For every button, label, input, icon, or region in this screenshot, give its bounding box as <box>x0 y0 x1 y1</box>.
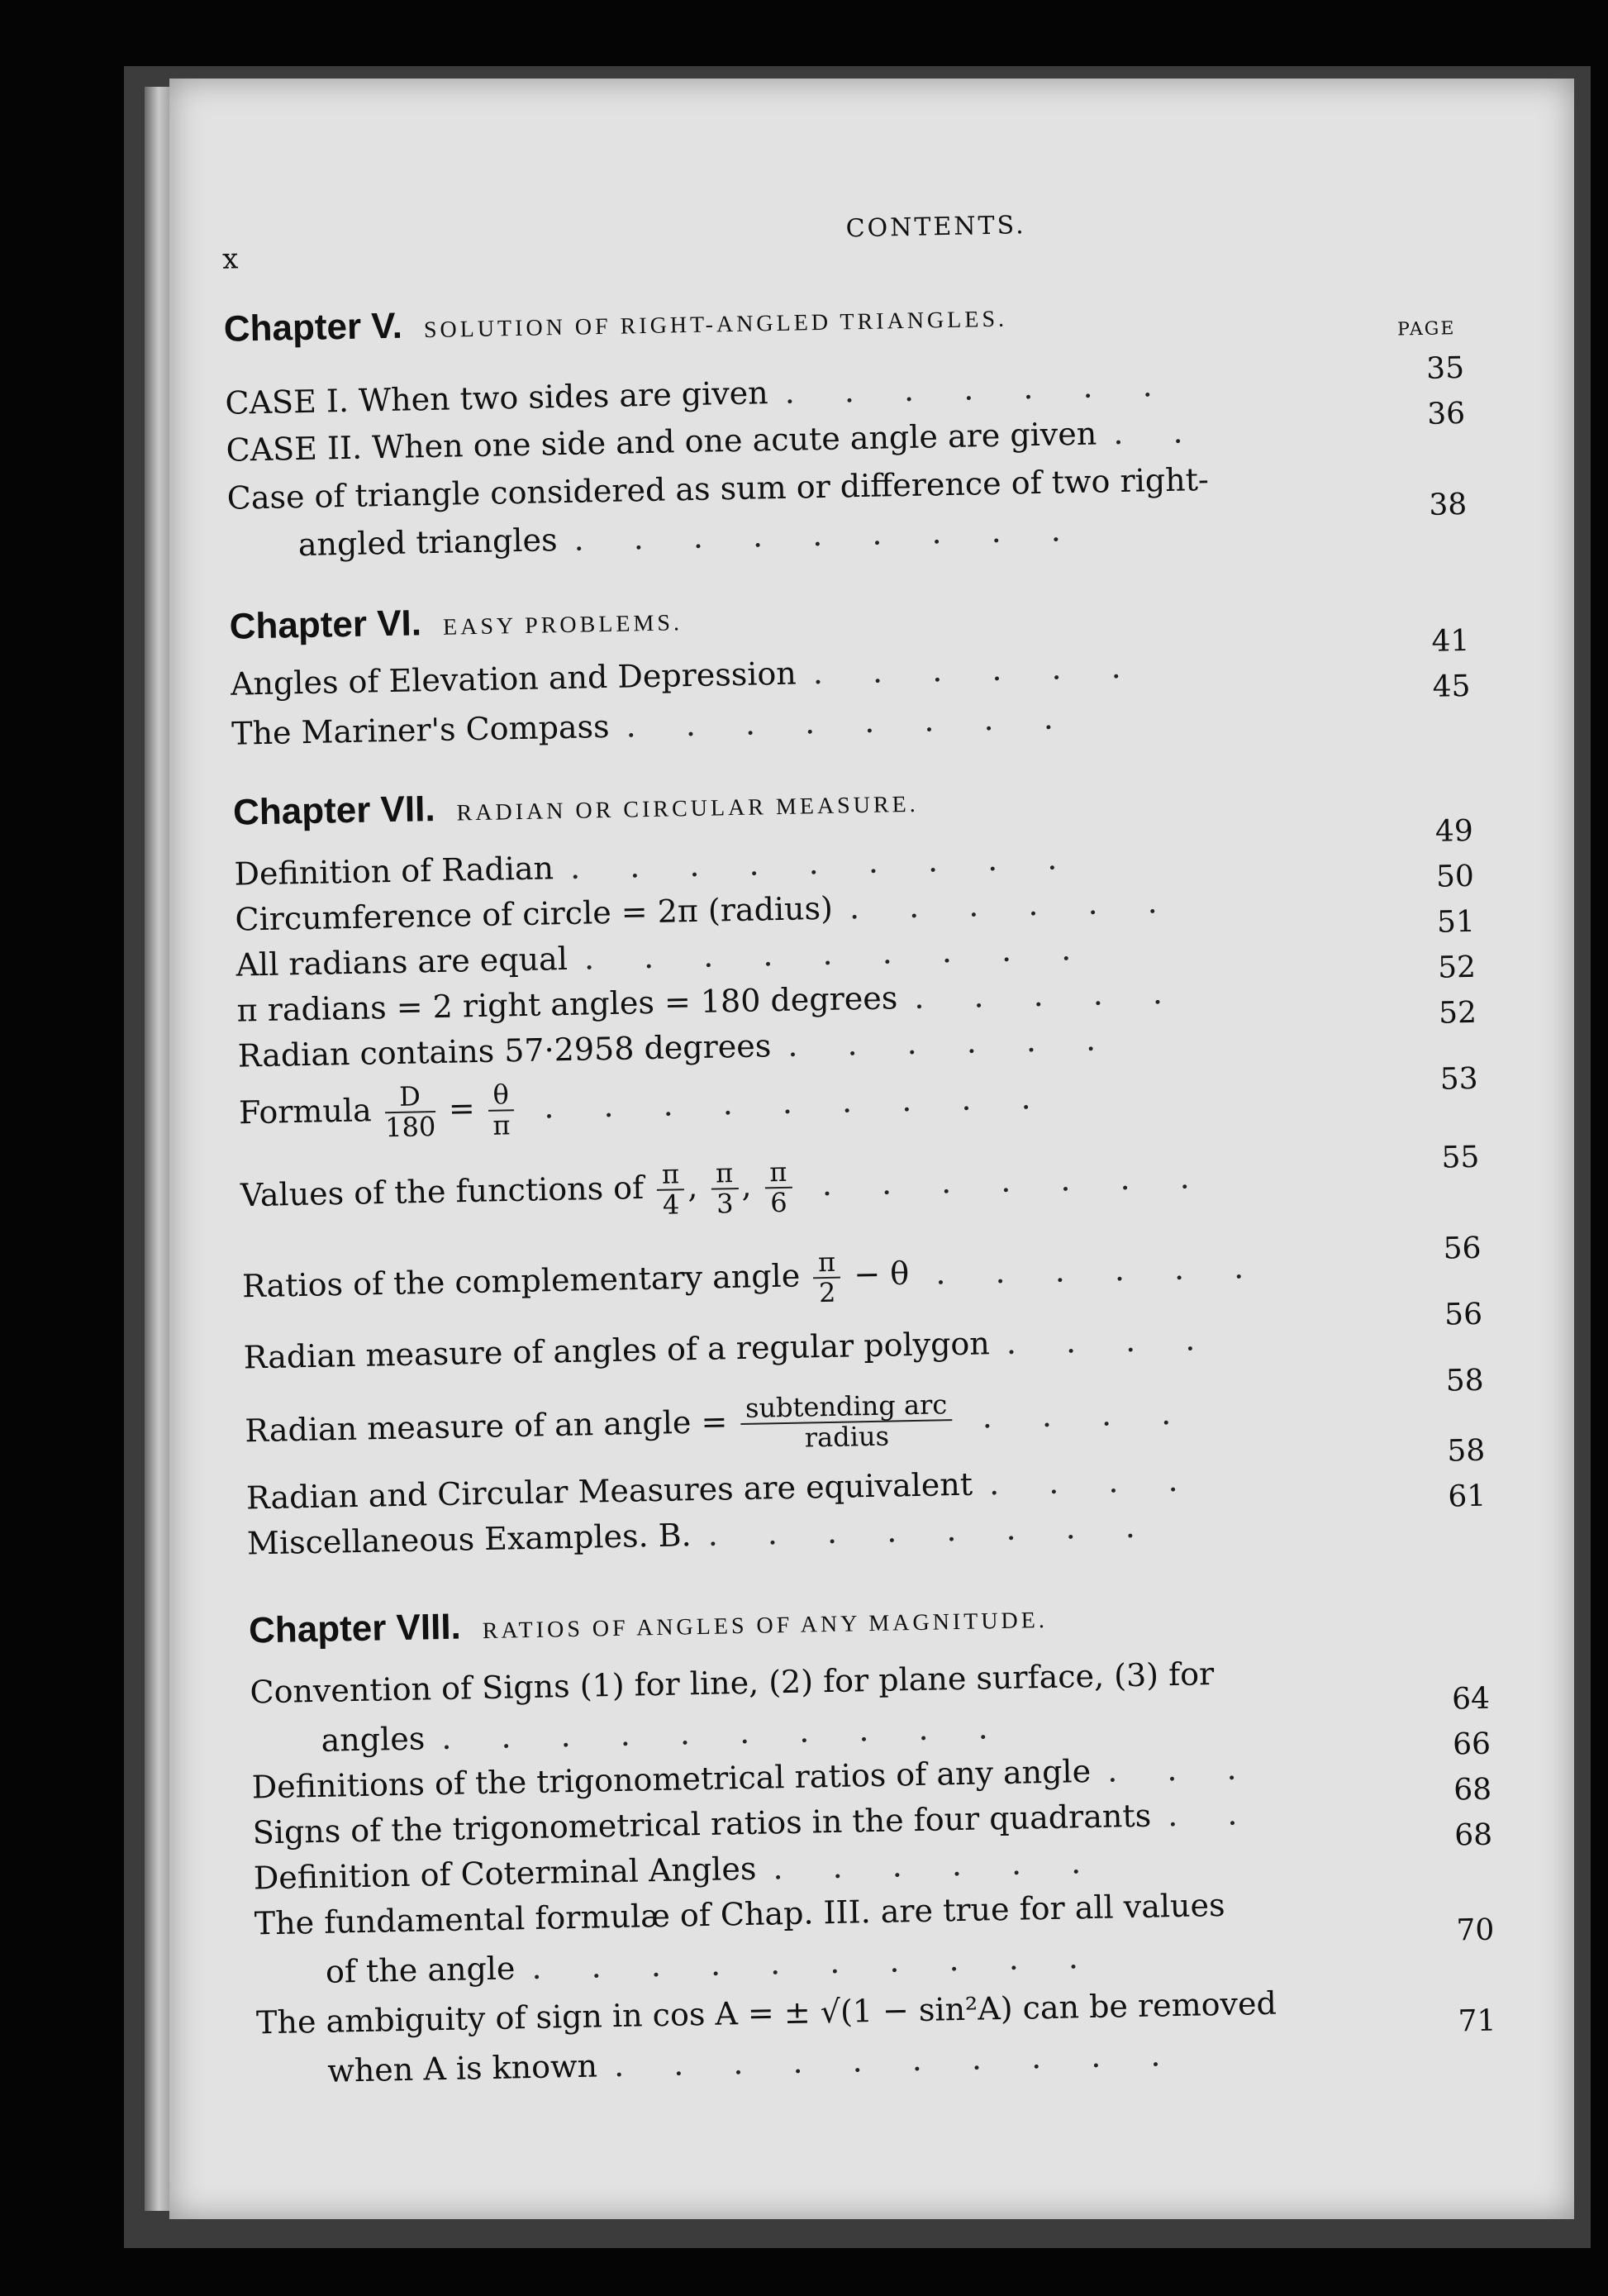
toc-entry-formula: Values of the functions of $\frac{\pi}{4}$ , $\frac{\pi}{3}$ , $\frac{\pi}{6}$ . . . . . . . <box>240 1155 1211 1221</box>
toc-page: 66 <box>1452 1727 1491 1762</box>
toc-page: 52 <box>1437 950 1477 985</box>
toc-entry-continued: of the angle . . . . . . . . . . <box>325 1938 1099 1990</box>
toc-page: 50 <box>1435 859 1475 894</box>
toc-entry: Signs of the trigonometrical ratios in the four quadrants . . <box>252 1795 1258 1851</box>
toc-entry: Radian measure of angles of a regular polygon . . . . <box>243 1320 1216 1376</box>
toc-entry-continued: when A is known . . . . . . . . . . <box>326 2036 1181 2089</box>
toc-entry: Radian contains 57·2958 degrees . . . . . . <box>237 1021 1116 1074</box>
toc-page: 45 <box>1432 669 1471 704</box>
chapter-heading: Chapter V. SOLUTION OF RIGHT-ANGLED TRIANGLES. <box>223 305 1008 350</box>
chapter-heading: Chapter VI. EASY PROBLEMS. <box>229 603 683 647</box>
toc-page: 53 <box>1439 1061 1478 1097</box>
toc-entry: Circumference of circle = 2π (radius) . . . . . . <box>235 883 1178 938</box>
toc-page: 58 <box>1445 1363 1484 1398</box>
toc-page: 61 <box>1448 1479 1487 1514</box>
toc-page: 38 <box>1428 487 1468 522</box>
toc-entry: The ambiguity of sign in cos A = ± √(1 − sin²A) can be removed <box>255 1984 1277 2041</box>
toc-entry-formula: Radian measure of an angle = $\frac{\text{subtending arc}}{\text{radius}}$ . . . . <box>245 1389 1192 1454</box>
toc-page: 71 <box>1458 2003 1496 2039</box>
book-page <box>169 79 1574 2219</box>
toc-page: 68 <box>1453 1817 1493 1853</box>
toc-entry-continued: angled triangles . . . . . . . . . <box>297 511 1082 564</box>
toc-entry: CASE II. When one side and one acute angle are given . . <box>226 413 1203 469</box>
toc-page: 49 <box>1434 813 1474 849</box>
toc-entry: The Mariner's Compass . . . . . . . . <box>231 699 1074 752</box>
toc-entry: Convention of Signs (1) for line, (2) for plane surface, (3) for <box>250 1655 1215 1711</box>
toc-page: 52 <box>1438 995 1477 1031</box>
page-edge <box>145 87 173 2211</box>
page-column-label: PAGE <box>1396 318 1456 341</box>
toc-entry: Angles of Elevation and Depression . . . . . . <box>230 648 1142 703</box>
toc-page: 36 <box>1426 396 1466 431</box>
toc-entry: Definition of Radian . . . . . . . . . <box>234 840 1078 893</box>
toc-page: 51 <box>1436 904 1476 940</box>
toc-page: 58 <box>1446 1433 1486 1469</box>
toc-entry: Radian and Circular Measures are equivalent . . . . <box>245 1461 1198 1517</box>
toc-entry: π radians = 2 right angles = 180 degrees . . . . . <box>236 974 1183 1029</box>
toc-entry: The fundamental formulæ of Chap. III. are true for all values <box>254 1886 1225 1942</box>
toc-page: 41 <box>1431 623 1470 659</box>
toc-entry-formula: Ratios of the complementary angle $\frac{\pi}{2}$ − θ . . . . . . <box>241 1246 1264 1309</box>
chapter-heading: Chapter VIII. RATIOS OF ANGLES OF ANY MAGNITUDE. <box>248 1606 1049 1651</box>
chapter-heading: Chapter VII. RADIAN OR CIRCULAR MEASURE. <box>232 788 919 833</box>
toc-entry: CASE I. When two sides are given . . . . . . . <box>225 366 1173 422</box>
toc-page: 56 <box>1443 1231 1482 1266</box>
toc-entry: Definitions of the trigonometrical ratios of any angle . . . <box>251 1750 1257 1806</box>
toc-entry-formula: Formula $\frac{D}{180}$ = $\frac{\theta}{\pi}$ . . . . . . . . . <box>238 1079 1051 1144</box>
toc-page: 56 <box>1444 1297 1483 1332</box>
toc-page: 35 <box>1425 350 1465 386</box>
page-number: x <box>221 242 239 276</box>
toc-page: 68 <box>1453 1772 1492 1808</box>
toc-page: 64 <box>1451 1681 1491 1717</box>
toc-entry-continued: angles . . . . . . . . . . <box>321 1708 1009 1759</box>
toc-entry: Case of triangle considered as sum or difference of two right- <box>226 460 1210 517</box>
toc-entry: All radians are equal . . . . . . . . . <box>235 930 1092 984</box>
page-title: CONTENTS. <box>845 211 1026 244</box>
page-content <box>169 79 1574 2219</box>
toc-entry: Definition of Coterminal Angles . . . . . . <box>253 1843 1101 1897</box>
toc-entry: Miscellaneous Examples. B. . . . . . . . . <box>246 1508 1156 1562</box>
toc-page: 70 <box>1456 1913 1495 1948</box>
toc-page: 55 <box>1441 1140 1480 1175</box>
